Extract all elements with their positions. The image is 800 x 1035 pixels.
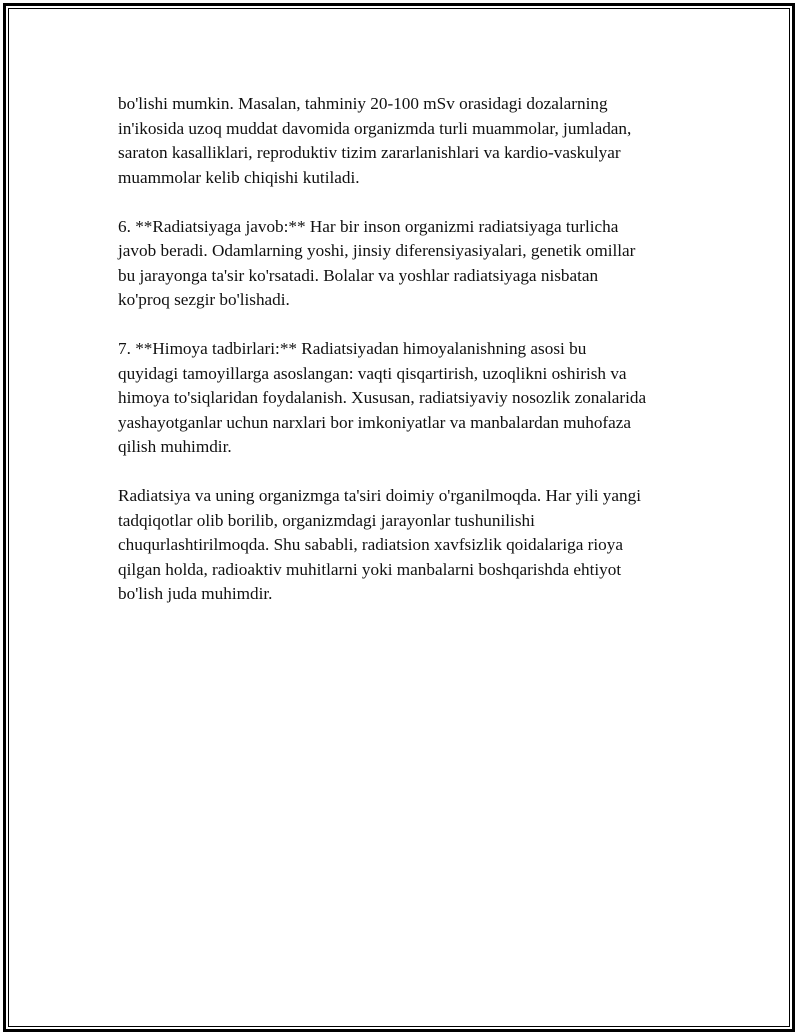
text-line: saraton kasalliklari, reproduktiv tizim zararlanishlari va kardio-vaskulyar xyxy=(118,143,621,162)
text-line: 6. **Radiatsiyaga javob:** Har bir inson organizmi radiatsiyaga turlicha xyxy=(118,216,619,236)
text-line: javob beradi. Odamlarning yoshi, jinsiy diferensiyasiyalari, genetik omillar xyxy=(118,241,636,260)
document-body xyxy=(118,92,698,631)
text-line: tadqiqotlar olib borilib, organizmdagi jarayonlar tushunilishi xyxy=(118,510,535,530)
text-line: bo'lishi mumkin. Masalan, tahminiy 20-100 mSv orasidagi dozalarning xyxy=(118,94,608,113)
text-line: ko'proq sezgir bo'lishadi. xyxy=(118,290,290,309)
text-line: quyidagi tamoyillarga asoslangan: vaqti qisqartirish, uzoqlikni oshirish va xyxy=(118,363,627,383)
text-line: yashayotganlar uchun narxlari bor imkoniyatlar va manbalardan muhofaza xyxy=(118,412,632,432)
text-line: 7. **Himoya tadbirlari:** Radiatsiyadan himoyalanishning asosi bu xyxy=(118,339,587,358)
text-line: qilgan holda, radioaktiv muhitlarni yoki manbalarni boshqarishda ehtiyot xyxy=(118,559,622,579)
text-line: himoya to'siqlaridan foydalanish. Xususan, radiatsiyaviy nosozlik zonalarida xyxy=(118,388,647,407)
paragraph-radiation-response xyxy=(118,215,698,313)
text-line: muammolar kelib chiqishi kutiladi. xyxy=(118,167,360,187)
text-line: bu jarayonga ta'sir ko'rsatadi. Bolalar va yoshlar radiatsiyaga nisbatan xyxy=(118,265,599,285)
paragraph-dose-effects xyxy=(118,92,698,190)
paragraph-conclusion xyxy=(118,484,698,607)
text-line: Radiatsiya va uning organizmga ta'siri doimiy o'rganilmoqda. Har yili yangi xyxy=(118,486,641,505)
paragraph-protection-measures xyxy=(118,337,698,460)
text-line: qilish muhimdir. xyxy=(118,437,232,456)
text-line: bo'lish juda muhimdir. xyxy=(118,584,273,603)
text-line: in'ikosida uzoq muddat davomida organizmda turli muammolar, jumladan, xyxy=(118,118,632,138)
text-line: chuqurlashtirilmoqda. Shu sababli, radiatsion xavfsizlik qoidalariga rioya xyxy=(118,535,624,554)
